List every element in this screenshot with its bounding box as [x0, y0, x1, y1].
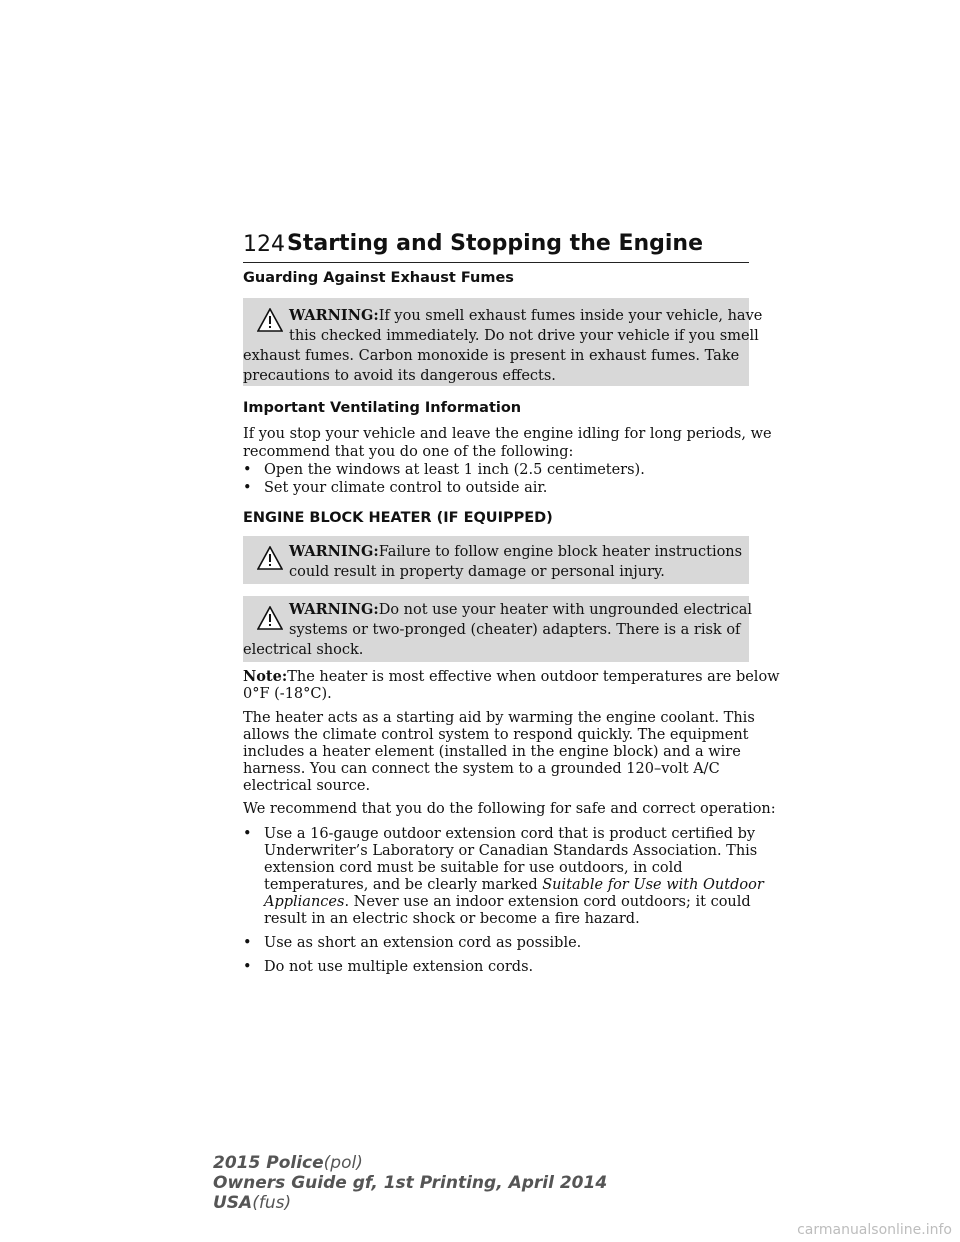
- warning-text: If you smell exhaust fumes inside your vehicle, have: [378, 308, 763, 324]
- section-title-exhaust: Guarding Against Exhaust Fumes: [243, 270, 514, 286]
- bullet-marker: •: [243, 959, 252, 975]
- paragraph-text: harness. You can connect the system to a grounded 120–volt A/C: [243, 761, 720, 777]
- list-item: Open the windows at least 1 inch (2.5 centimeters).: [264, 462, 645, 478]
- warning-text: this checked immediately. Do not drive your vehicle if you smell: [289, 328, 759, 344]
- footer-model: 2015 Police(pol): [213, 1153, 363, 1173]
- section-title-heater: ENGINE BLOCK HEATER (IF EQUIPPED): [243, 510, 553, 526]
- warning-text: Do not use your heater with ungrounded electrical: [378, 602, 753, 618]
- note-text: [243, 668, 780, 686]
- warning-label: WARNING:: [289, 307, 379, 324]
- warning-text: precautions to avoid its dangerous effects.: [243, 368, 556, 384]
- warning-text: could result in property damage or personal injury.: [289, 564, 665, 580]
- section-title-ventilating: Important Ventilating Information: [243, 400, 522, 416]
- warning-text: electrical shock.: [243, 642, 364, 658]
- note-label: Note:: [243, 668, 288, 685]
- list-item: extension cord must be suitable for use outdoors, in cold: [264, 860, 683, 876]
- warning-box-exhaust: [243, 298, 763, 386]
- watermark: carmanualsonline.info: [797, 1222, 952, 1238]
- list-item: temperatures, and be clearly marked Suitable for Use with Outdoor: [264, 877, 764, 893]
- bullet-marker: •: [243, 826, 252, 842]
- warning-triangle-icon: [257, 606, 283, 630]
- paragraph-text: The heater acts as a starting aid by warming the engine coolant. This: [243, 710, 755, 726]
- paragraph-text: We recommend that you do the following for safe and correct operation:: [243, 801, 776, 817]
- paragraph-text: allows the climate control system to respond quickly. The equipment: [243, 727, 749, 743]
- page-header: [243, 232, 749, 263]
- bullet-marker: •: [243, 935, 252, 951]
- paragraph-text: recommend that you do one of the following:: [243, 444, 574, 460]
- warning-triangle-icon: [257, 308, 283, 332]
- list-item: Underwriter’s Laboratory or Canadian Standards Association. This: [264, 843, 758, 859]
- warning-text: exhaust fumes. Carbon monoxide is present in exhaust fumes. Take: [243, 348, 740, 364]
- bullet-marker: •: [243, 480, 252, 496]
- warning-box-electrical: [243, 596, 753, 662]
- chapter-title: Starting and Stopping the Engine: [287, 231, 704, 256]
- warning-text: systems or two-pronged (cheater) adapters. There is a risk of: [289, 622, 741, 638]
- warning-box-heater-instructions: [243, 536, 749, 584]
- note-text: 0°F (-18°C).: [243, 686, 332, 702]
- list-item: Appliances. Never use an indoor extension cord outdoors; it could: [264, 894, 751, 910]
- warning-label: WARNING:: [289, 543, 379, 560]
- footer-guide: Owners Guide gf, 1st Printing, April 2014: [213, 1173, 608, 1193]
- list-item: Set your climate control to outside air.: [264, 480, 548, 496]
- warning-label: WARNING:: [289, 601, 379, 618]
- paragraph-text: includes a heater element (installed in the engine block) and a wire: [243, 744, 741, 760]
- footer-region: USA(fus): [213, 1193, 292, 1213]
- warning-triangle-icon: [257, 546, 283, 570]
- bullet-marker: •: [243, 462, 252, 478]
- paragraph-text: If you stop your vehicle and leave the engine idling for long periods, we: [243, 426, 772, 442]
- page-number: 124: [243, 232, 285, 257]
- warning-text: Failure to follow engine block heater instructions: [378, 544, 743, 560]
- list-item: Use as short an extension cord as possible.: [264, 935, 582, 951]
- list-item: result in an electric shock or become a fire hazard.: [264, 911, 640, 927]
- note-body: The heater is most effective when outdoor temperatures are below: [287, 669, 780, 685]
- paragraph-text: electrical source.: [243, 778, 371, 794]
- list-item: Use a 16-gauge outdoor extension cord that is product certified by: [264, 826, 756, 842]
- list-item: Do not use multiple extension cords.: [264, 959, 534, 975]
